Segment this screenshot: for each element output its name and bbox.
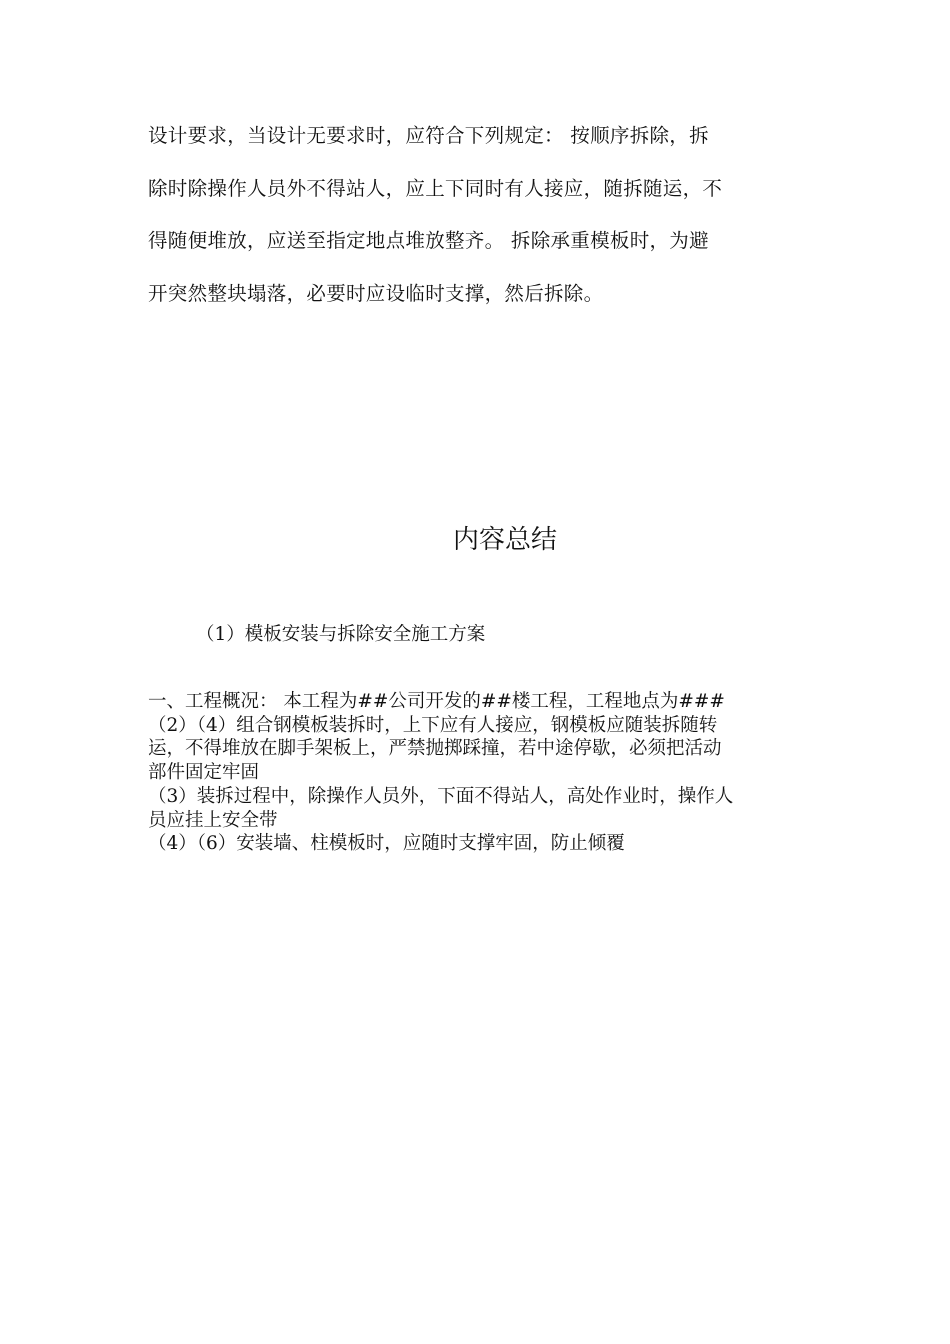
- summary-heading: 内容总结: [452, 525, 557, 555]
- summary-line: 运，不得堆放在脚手架板上，严禁抛掷踩撞，若中途停歇，必须把活动: [148, 738, 722, 760]
- summary-line: （2）（4）组合钢模板装拆时，上下应有人接应，钢模板应随装拆随转: [148, 714, 718, 736]
- paragraph-line: 设计要求，当设计无要求时，应符合下列规定： 按顺序拆除，拆: [148, 124, 709, 147]
- summary-line: 部件固定牢固: [148, 762, 260, 784]
- summary-line: （3）装拆过程中，除操作人员外，下面不得站人，高处作业时，操作人: [148, 785, 734, 807]
- paragraph-line: 开突然整块塌落，必要时应设临时支撑，然后拆除。: [148, 281, 604, 305]
- summary-line: （4）（6）安装墙、柱模板时，应随时支撑牢固，防止倾覆: [148, 833, 625, 855]
- summary-body: [148, 690, 828, 856]
- summary-line: 一、工程概况： 本工程为##公司开发的##楼工程，工程地点为###: [148, 691, 725, 712]
- summary-subtitle: （1）模板安装与拆除安全施工方案: [196, 624, 486, 645]
- paragraph-line: 得随便堆放，应送至指定地点堆放整齐。 拆除承重模板时，为避: [148, 229, 709, 252]
- paragraph-line: 除时除操作人员外不得站人，应上下同时有人接应，随拆随运，不: [148, 176, 723, 200]
- summary-line: 员应挂上安全带: [148, 809, 278, 831]
- body-paragraph: [148, 116, 808, 326]
